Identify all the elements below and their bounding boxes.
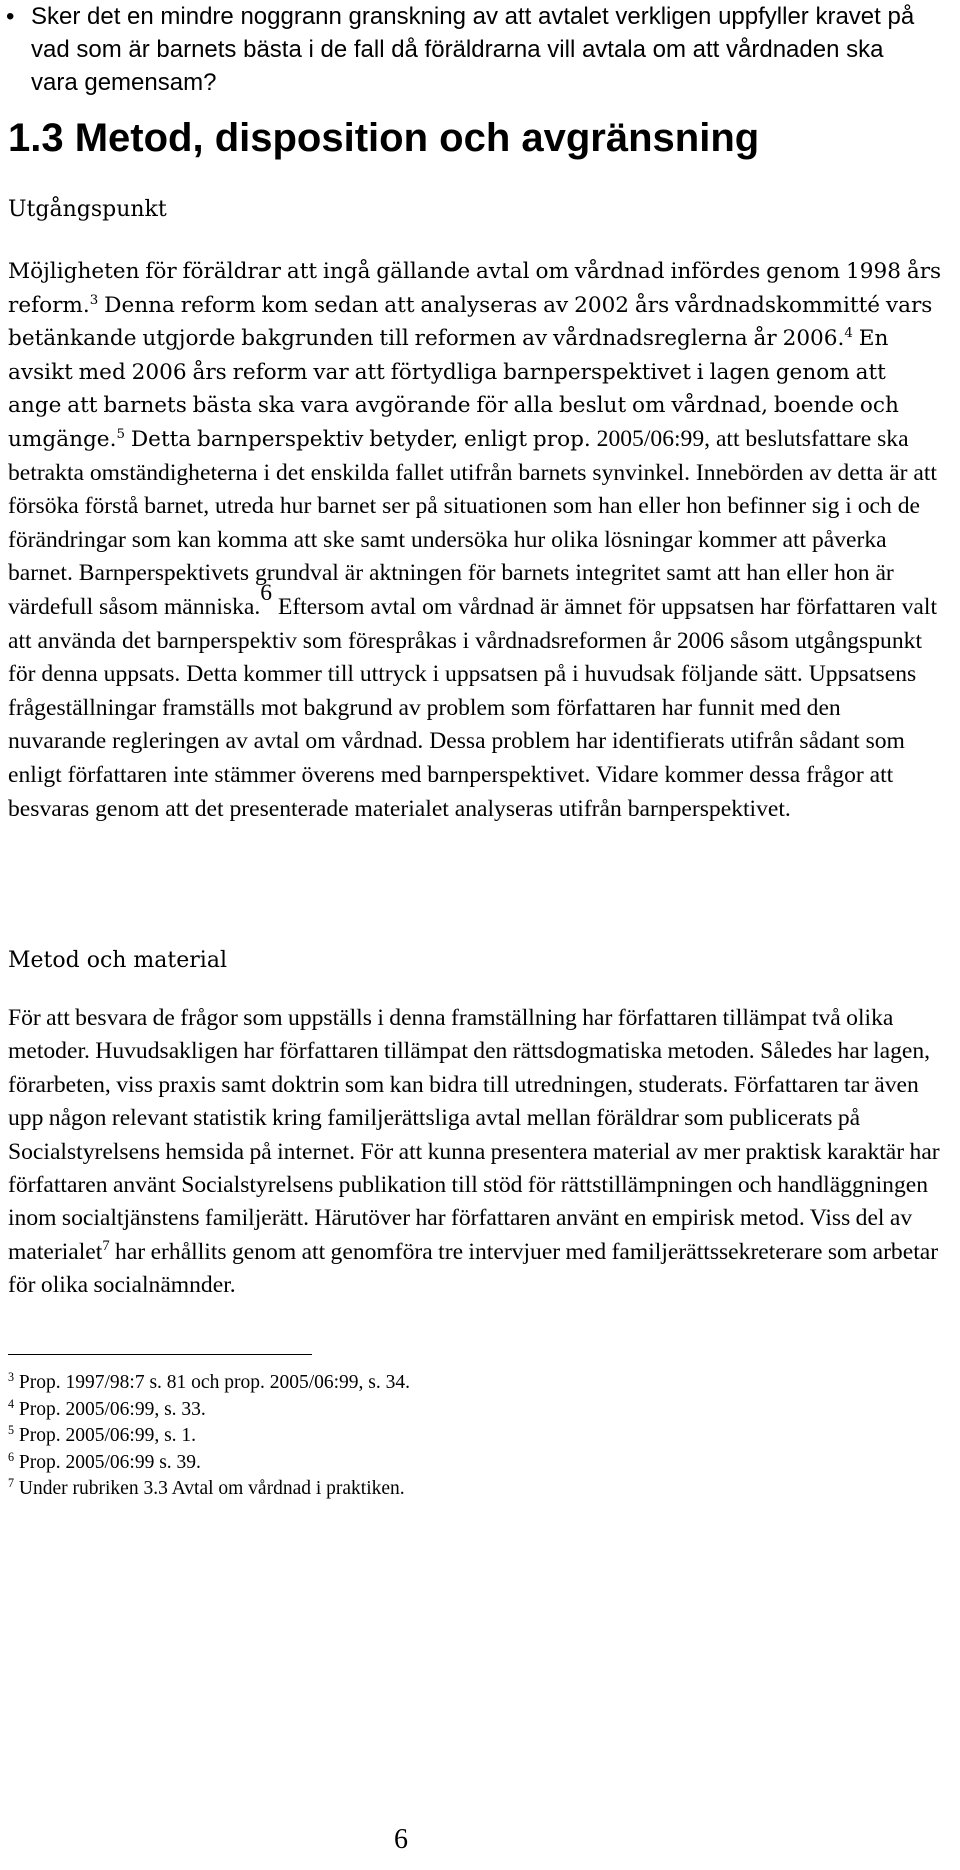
subheading-utgangspunkt: Utgångspunkt — [8, 197, 167, 222]
bullet-marker: • — [6, 3, 15, 30]
footnote-3 — [8, 1370, 908, 1397]
sentence: Detta barnperspektiv betyder, enligt prop. — [124, 426, 591, 452]
paragraph-metod-och-material — [8, 1002, 944, 1303]
section-heading: 1.3 Metod, disposition och avgränsning — [8, 116, 760, 160]
footnote-7 — [8, 1476, 908, 1503]
footnote-text: Prop. 1997/98:7 s. 81 och prop. 2005/06:99, s. 34. — [14, 1372, 411, 1393]
footnote-number: 3 — [8, 1369, 15, 1384]
footnote-separator — [8, 1354, 312, 1355]
footnote-ref-7: 7 — [102, 1238, 110, 1255]
footnote-number: 7 — [8, 1475, 15, 1490]
footnote-ref-5: 5 — [116, 426, 125, 442]
subheading-metod-och-material: Metod och material — [8, 948, 227, 973]
footnote-ref-3: 3 — [89, 292, 99, 308]
footnote-number: 5 — [8, 1422, 15, 1437]
paragraph-utgangspunkt — [8, 255, 944, 826]
sentence: Möjligheten för föräldrar att ingå gällande avtal om vårdnad infördes genom 1998 års reform. — [8, 259, 942, 318]
footnote-4 — [8, 1397, 908, 1424]
footnote-text: Prop. 2005/06:99, s. 33. — [14, 1398, 206, 1420]
question-bullet-item — [6, 0, 936, 99]
sentence: För att besvara de frågor som uppställs i denna framställning har författaren tillämpat två olika metoder. Huvudsakligen har författaren tillämpat den rättsdogmatiska metoden. Således har lagen, förarbeten, viss praxis samt doktrin som kan bidra till utredningen, studerats. Författaren tar även upp någon relevant statistik kring familjerättsliga avtal mellan föräldrar som publicerats på Socialstyrelsens hemsida på internet. För att kunna presentera material av mer praktisk karaktär har författaren använt Socialstyrelsens publikation till stöd för rättstillämpningen och handläggningen inom socialtjänstens familjerätt. Härutöver har författaren använt en empirisk metod. Viss del av materialet — [8, 1005, 940, 1265]
footnote-ref-4: 4 — [844, 326, 853, 342]
footnote-number: 6 — [8, 1449, 15, 1464]
footnote-number: 4 — [8, 1396, 15, 1411]
footnote-text: Prop. 2005/06:99 s. 39. — [14, 1451, 201, 1473]
sentence: Denna reform kom sedan att analyseras av 2002 års vårdnadskommitté vars betänkande utgjorde bakgrunden till reformen av vårdnadsreglerna år 2006. — [8, 292, 933, 352]
footnote-text: Under rubriken 3.3 Avtal om vårdnad i praktiken. — [14, 1478, 405, 1499]
footnote-text: Prop. 2005/06:99, s. 1. — [14, 1425, 197, 1446]
page-number: 6 — [394, 1824, 408, 1855]
bullet-text: Sker det en mindre noggrann granskning av att avtalet verkligen uppfyller kravet på vad som är barnets bästa i de fall då föräldrarna vill avtala om att vårdnaden ska vara gemensam? — [31, 3, 915, 96]
sentence: 2005/06:99, att beslutsfattare ska betrakta omständigheterna i det enskilda fallet utifrån barnets synvinkel. Innebörden av detta är att försöka förstå barnet, utreda hur barnet ser på situationen som han eller hon befinner sig i och de förändringar som kan komma att ske samt undersöka hur olika lösningar kommer att påverka barnet. Barnperspektivets grundval är aktningen för barnets integritet samt att han eller hon är värdefull såsom människa. — [8, 425, 937, 620]
sentence: En avsikt med 2006 års reform var att förtydliga barnperspektivet i lagen genom att ange att barnets bästa ska vara avgörande för alla beslut om vårdnad, boende och umgänge. — [8, 326, 899, 452]
sentence: har erhållits genom att genomföra tre intervjuer med familjerättssekreterare som arbetar för olika socialnämnder. — [8, 1238, 939, 1299]
footnote-6 — [8, 1450, 908, 1477]
footnote-5 — [8, 1423, 908, 1450]
footnotes — [8, 1370, 908, 1503]
sentence: Eftersom avtal om vårdnad är ämnet för uppsatsen har författaren valt att använda det barnperspektiv som förespråkas i vårdnadsreformen år 2006 såsom utgångspunkt för denna uppsats. Detta kommer till uttryck i uppsatsen på i huvudsak följande sätt. Uppsatsens frågeställningar framställs mot bakgrund av problem som författaren har funnit med den nuvarande regleringen av avtal om vårdnad. Dessa problem har identifierats utifrån sådant som enligt författaren inte stämmer överens med barnperspektivet. Vidare kommer dessa frågor att besvaras genom att det presenterade materialet analyseras utifrån barnperspektivet. — [8, 593, 938, 822]
footnote-ref-6: 6 — [260, 579, 273, 606]
